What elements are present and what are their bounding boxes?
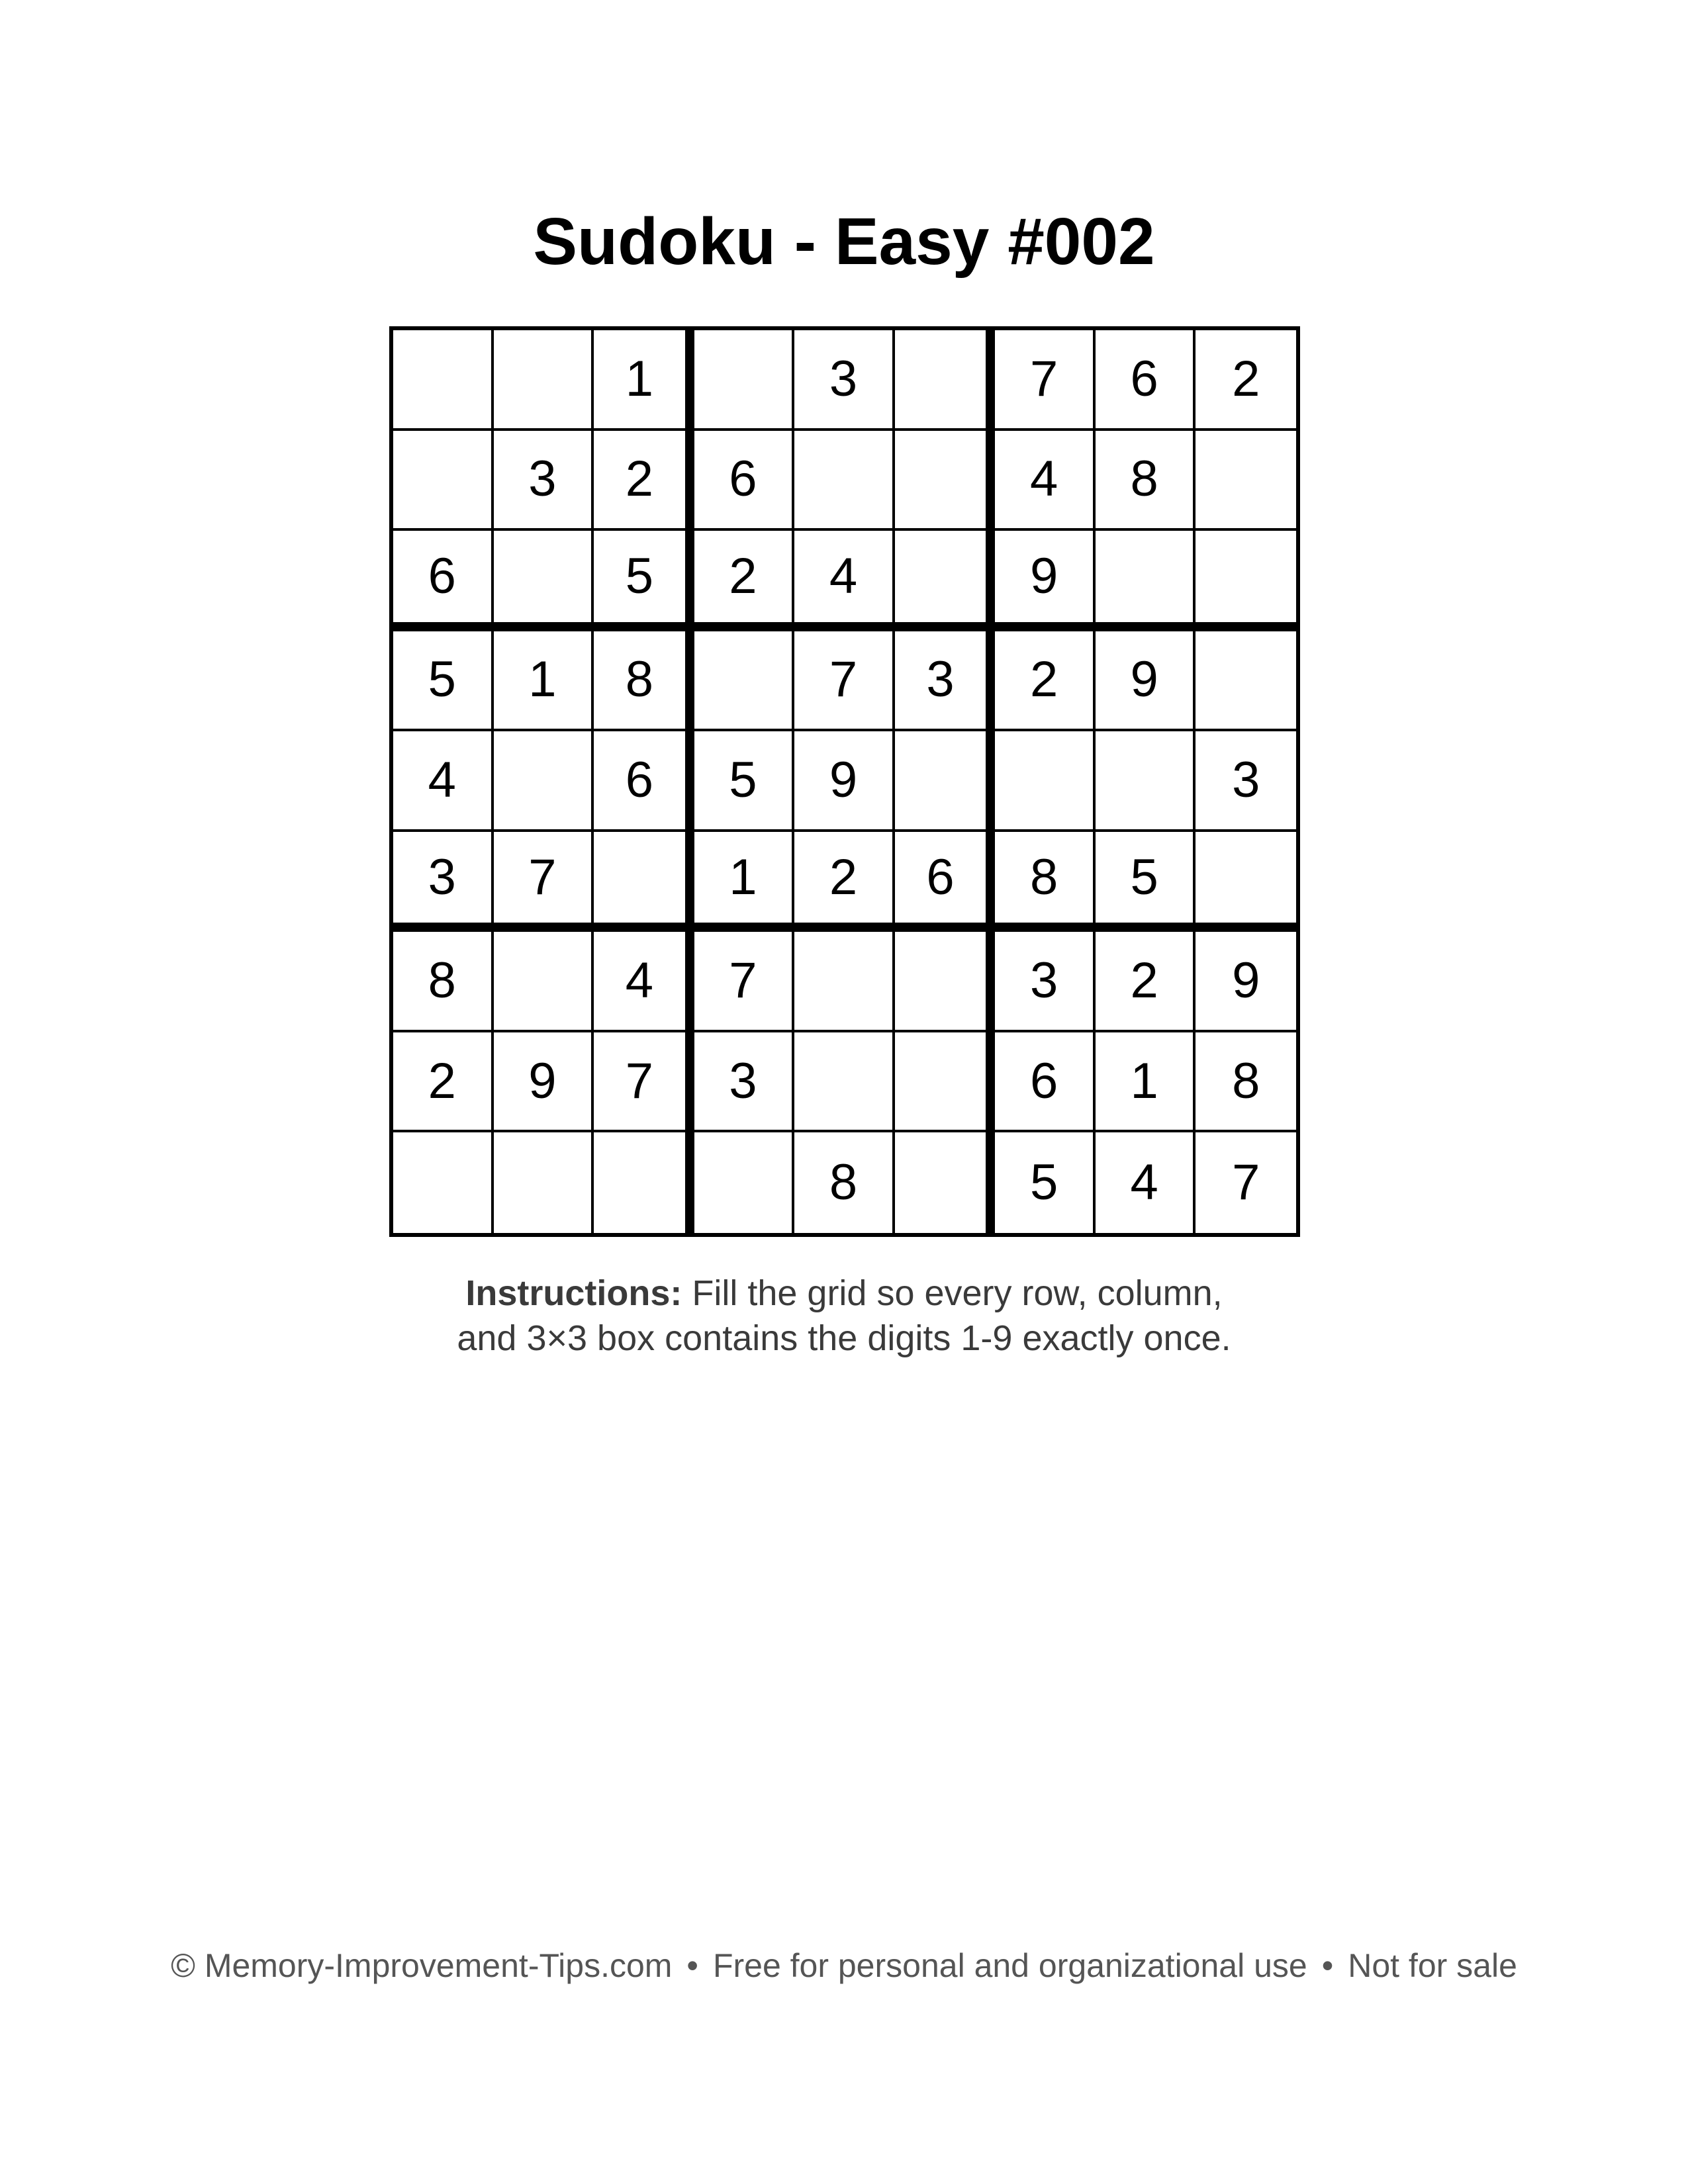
footer-separator: •: [686, 1947, 698, 1984]
empty-cell[interactable]: [895, 731, 996, 832]
given-cell: 7: [1232, 1154, 1260, 1211]
given-cell: 9: [494, 1032, 594, 1133]
empty-cell[interactable]: [1196, 631, 1296, 732]
given-cell: 7: [995, 330, 1096, 431]
given-cell: 8: [995, 832, 1096, 933]
footer-not-for-sale: Not for sale: [1348, 1947, 1517, 1984]
given-cell: 8: [794, 1132, 895, 1233]
instructions-line-1: [0, 1271, 1688, 1316]
given-cell: 4: [393, 731, 494, 832]
given-cell: 3: [494, 431, 594, 531]
given-cell: 9: [794, 731, 895, 832]
given-cell: 3: [393, 832, 494, 933]
given-cell: 1: [594, 330, 694, 431]
given-cell: 9: [1196, 932, 1296, 1032]
empty-cell[interactable]: [1196, 531, 1296, 631]
empty-cell[interactable]: [794, 431, 895, 531]
empty-cell[interactable]: [1096, 731, 1196, 832]
given-cell: 6: [895, 832, 996, 933]
given-cell: 2: [1096, 932, 1196, 1032]
given-cell: 3: [794, 330, 895, 431]
given-cell: 4: [794, 531, 895, 631]
empty-cell[interactable]: [895, 531, 996, 631]
given-cell: 9: [1096, 631, 1196, 732]
empty-cell[interactable]: [895, 431, 996, 531]
given-cell: 3: [895, 631, 996, 732]
empty-cell[interactable]: [393, 330, 494, 431]
empty-cell[interactable]: [1196, 431, 1296, 531]
given-cell: 2: [794, 832, 895, 933]
given-cell: 4: [995, 431, 1096, 531]
given-cell: 5: [995, 1132, 1096, 1233]
empty-cell[interactable]: [694, 330, 795, 431]
given-cell: 4: [1096, 1132, 1196, 1233]
given-cell: 5: [393, 631, 494, 732]
empty-cell[interactable]: [995, 731, 1096, 832]
empty-cell[interactable]: [494, 932, 594, 1032]
instructions: [0, 1271, 1688, 1361]
given-cell: 8: [1096, 431, 1196, 531]
given-cell: 3: [1196, 731, 1296, 832]
empty-cell[interactable]: [794, 1032, 895, 1133]
empty-cell[interactable]: [494, 330, 594, 431]
given-cell: 2: [995, 631, 1096, 732]
given-cell: 6: [1096, 330, 1196, 431]
empty-cell[interactable]: [393, 431, 494, 531]
given-cell: 2: [594, 431, 694, 531]
empty-cell[interactable]: [594, 832, 694, 933]
empty-cell[interactable]: [494, 531, 594, 631]
given-cell: 6: [393, 531, 494, 631]
footer-usage: Free for personal and organizational use: [712, 1947, 1307, 1984]
given-cell: 4: [594, 932, 694, 1032]
given-cell: 5: [1096, 832, 1196, 933]
given-cell: 7: [694, 932, 795, 1032]
given-cell: 1: [1096, 1032, 1196, 1133]
empty-cell[interactable]: [1196, 832, 1296, 933]
footer-copyright: © Memory-Improvement-Tips.com: [171, 1947, 673, 1984]
given-cell: 3: [995, 932, 1096, 1032]
empty-cell[interactable]: [794, 932, 895, 1032]
given-cell: 2: [393, 1032, 494, 1133]
given-cell: 5: [694, 731, 795, 832]
empty-cell[interactable]: [393, 1132, 494, 1233]
instructions-text-2: and 3×3 box contains the digits 1-9 exactly once.: [457, 1318, 1231, 1358]
given-cell: 7: [794, 631, 895, 732]
given-cell: 7: [494, 832, 594, 933]
given-cell: 6: [594, 731, 694, 832]
empty-cell[interactable]: [594, 1132, 694, 1233]
given-cell: 7: [594, 1032, 694, 1133]
empty-cell[interactable]: [694, 631, 795, 732]
given-cell: 8: [1196, 1032, 1296, 1133]
given-cell: 9: [995, 531, 1096, 631]
given-cell: 5: [594, 531, 694, 631]
instructions-label: Instructions:: [465, 1273, 682, 1313]
empty-cell[interactable]: [895, 1132, 996, 1233]
empty-cell[interactable]: [1096, 531, 1196, 631]
footer-separator: •: [1321, 1947, 1334, 1984]
given-cell: 1: [494, 631, 594, 732]
empty-cell[interactable]: [694, 1132, 795, 1233]
given-cell: 8: [393, 932, 494, 1032]
empty-cell[interactable]: [494, 1132, 594, 1233]
given-cell: 8: [594, 631, 694, 732]
empty-cell[interactable]: [895, 330, 996, 431]
empty-cell[interactable]: [494, 731, 594, 832]
empty-cell[interactable]: [895, 932, 996, 1032]
instructions-text-1: Fill the grid so every row, column,: [692, 1273, 1223, 1313]
given-cell: 2: [694, 531, 795, 631]
page-title: Sudoku - Easy #002: [533, 205, 1155, 279]
given-cell: 6: [995, 1032, 1096, 1133]
given-cell: 2: [1196, 330, 1296, 431]
given-cell: 3: [694, 1032, 795, 1133]
sudoku-grid: [389, 326, 1300, 1237]
given-cell: 1: [694, 832, 795, 933]
footer: [0, 1946, 1688, 1985]
empty-cell[interactable]: [895, 1032, 996, 1133]
given-cell: 6: [694, 431, 795, 531]
